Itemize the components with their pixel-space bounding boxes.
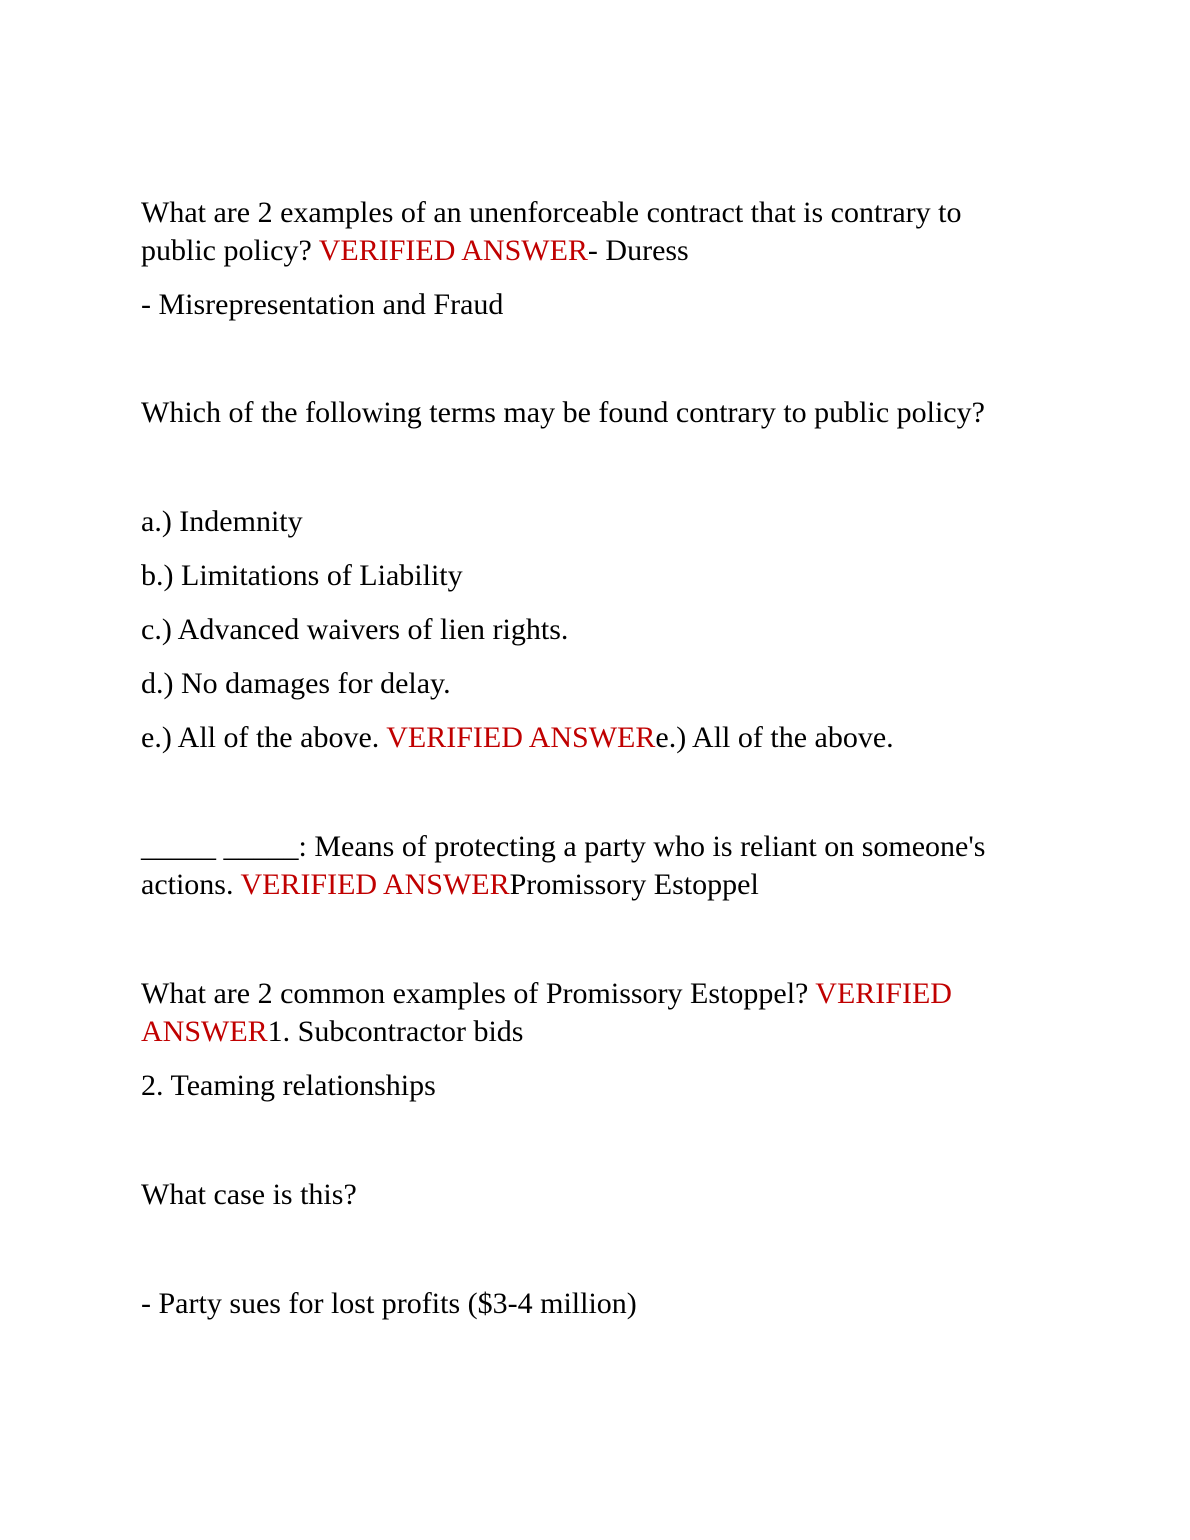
verified-answer-label: VERIFIED ANSWER (240, 868, 510, 901)
q2-option-e-text: e.) All of the above. (141, 721, 387, 754)
q3-line-1: _____ _____: Means of protecting a party who is reliant on someone's (141, 830, 986, 863)
q2-option-c: c.) Advanced waivers of lien rights. (141, 613, 569, 646)
q4-line-2 (141, 1017, 523, 1047)
verified-answer-label-part-2: ANSWER (141, 1015, 268, 1048)
verified-answer-label: VERIFIED ANSWER (318, 234, 588, 267)
q4-question-text: What are 2 common examples of Promissory Estoppel? (141, 977, 816, 1010)
q1-line-1: What are 2 examples of an unenforceable contract that is contrary to (141, 196, 962, 229)
q1-line-3: - Misrepresentation and Fraud (141, 288, 504, 321)
q5-detail: - Party sues for lost profits ($3-4 million) (141, 1287, 637, 1320)
verified-answer-label: VERIFIED ANSWER (386, 721, 656, 754)
q4-answer-text: 1. Subcontractor bids (267, 1015, 524, 1048)
verified-answer-label-part-1: VERIFIED (815, 977, 952, 1010)
q2-option-e (141, 723, 894, 753)
q2-question: Which of the following terms may be found contrary to public policy? (141, 396, 985, 429)
q3-line-2 (141, 870, 759, 900)
q1-question-text: public policy? (141, 234, 319, 267)
q2-answer-text: e.) All of the above. (655, 721, 894, 754)
q5-question: What case is this? (141, 1178, 357, 1211)
q1-line-2 (141, 236, 689, 266)
q1-answer-text: - Duress (587, 234, 689, 267)
q4-line-1 (141, 979, 952, 1009)
q3-question-text: actions. (141, 868, 241, 901)
q4-line-3: 2. Teaming relationships (141, 1069, 436, 1102)
q3-answer-text: Promissory Estoppel (509, 868, 759, 901)
q2-option-a: a.) Indemnity (141, 505, 303, 538)
q2-option-b: b.) Limitations of Liability (141, 559, 463, 592)
q2-option-d: d.) No damages for delay. (141, 667, 451, 700)
